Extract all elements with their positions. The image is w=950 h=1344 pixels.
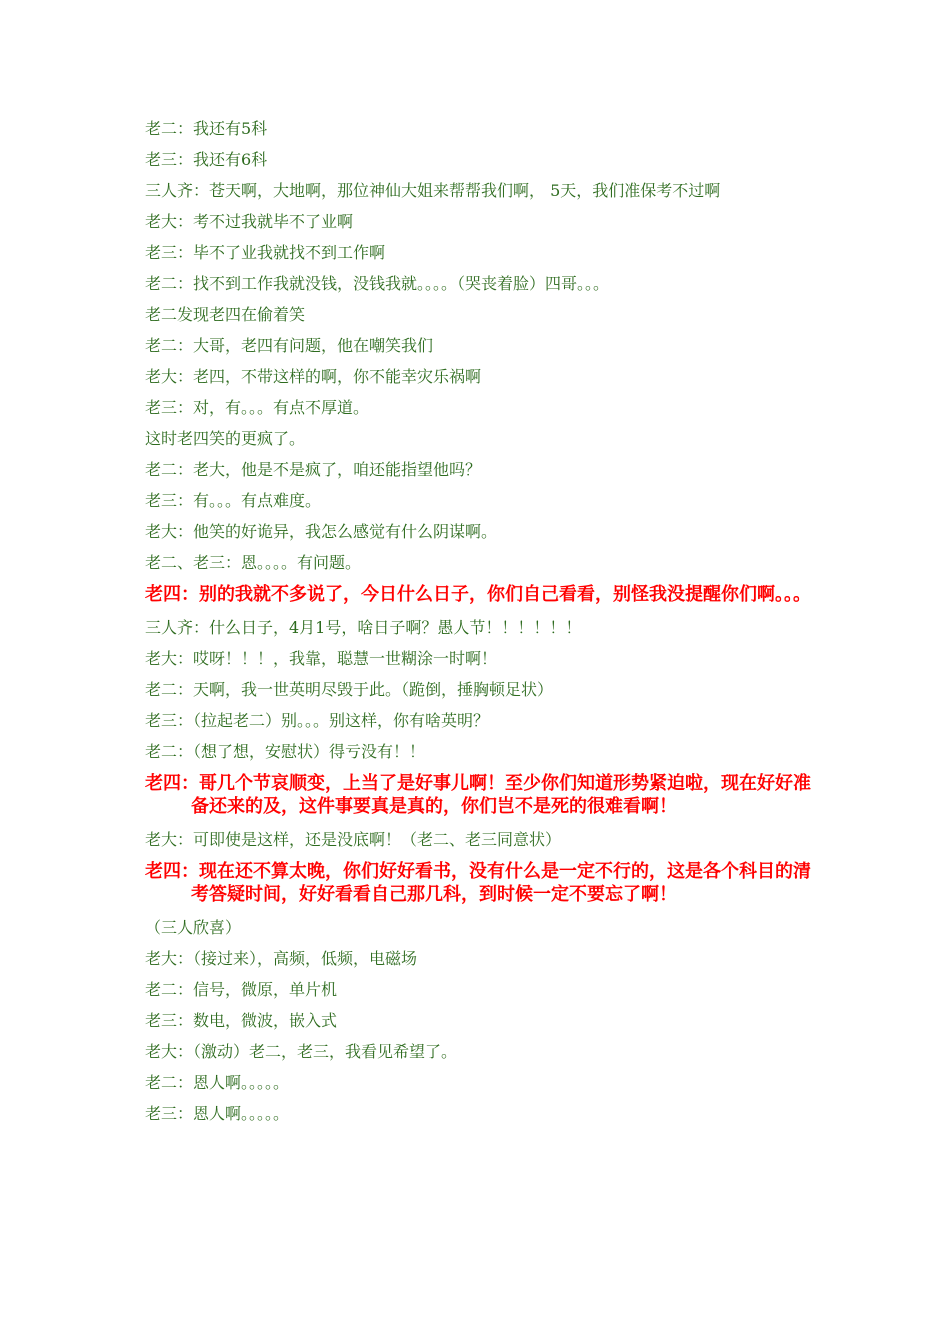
stage-direction-line: 老二发现老四在偷着笑 [145,305,306,324]
dialogue-line: 老三：对，有。。。有点不厚道。 [145,398,370,417]
dialogue-line: 老二：找不到工作我就没钱，没钱我就。。。。（哭丧着脸）四哥。。。 [145,274,610,293]
script-body [145,118,813,1134]
dialogue-line: 老二：我还有5科 [145,119,268,138]
dialogue-line: 老二：大哥，老四有问题，他在嘲笑我们 [145,336,434,355]
dialogue-line-highlighted: 老四：别的我就不多说了，今日什么日子，你们自己看看，别怪我没提醒你们啊。。。 [145,584,811,605]
dialogue-line: 老大：（接过来），高频，低频，电磁场 [145,949,418,968]
dialogue-line: 三人齐：苍天啊，大地啊，那位神仙大姐来帮帮我们啊， 5天，我们准保考不过啊 [145,181,721,200]
stage-direction-line: 这时老四笑的更疯了。 [145,429,306,448]
dialogue-line: 老大：考不过我就毕不了业啊 [145,212,354,231]
dialogue-line: 老二：恩人啊。。。。。 [145,1073,290,1092]
dialogue-line: 老二：信号，微原，单片机 [145,980,338,999]
dialogue-line: 老二：天啊，我一世英明尽毁于此。（跪倒，捶胸顿足状） [145,680,554,699]
dialogue-line: 老三：有。。。有点难度。 [145,491,322,510]
stage-direction-line: （三人欣喜） [145,918,242,937]
dialogue-line: 老三：数电，微波，嵌入式 [145,1011,338,1030]
dialogue-line: 老二、老三：恩。。。。有问题。 [145,553,362,572]
dialogue-line: 老大：他笑的好诡异，我怎么感觉有什么阴谋啊。 [145,522,498,541]
dialogue-line-highlighted: 老四：现在还不算太晚，你们好好看书，没有什么是一定不行的，这是各个科目的清考答疑时间，好好看看自己那几科，到时候一定不要忘了啊！ [145,861,811,905]
dialogue-line-highlighted: 老四：哥几个节哀顺变，上当了是好事儿啊！至少你们知道形势紧迫啦，现在好好准备还来的及，这件事要真是真的，你们岂不是死的很难看啊！ [145,773,811,817]
dialogue-line: 老二：（想了想，安慰状）得亏没有！！ [145,742,426,761]
dialogue-line: 老大：哎呀！！！，我靠，聪慧一世糊涂一时啊！ [145,649,498,668]
dialogue-line: 老三：（拉起老二）别。。。别这样，你有啥英明？ [145,711,490,730]
dialogue-line: 老三：恩人啊。。。。。 [145,1104,290,1123]
dialogue-line: 老大：（激动）老二，老三，我看见希望了。 [145,1042,458,1061]
dialogue-line: 三人齐：什么日子，4月1号，啥日子啊？愚人节！！！！！！ [145,618,582,637]
dialogue-line: 老三：我还有6科 [145,150,268,169]
dialogue-line: 老大：老四，不带这样的啊，你不能幸灾乐祸啊 [145,367,482,386]
dialogue-line: 老大：可即使是这样，还是没底啊！（老二、老三同意状） [145,830,562,849]
dialogue-line: 老三：毕不了业我就找不到工作啊 [145,243,386,262]
dialogue-line: 老二：老大，他是不是疯了，咱还能指望他吗？ [145,460,482,479]
